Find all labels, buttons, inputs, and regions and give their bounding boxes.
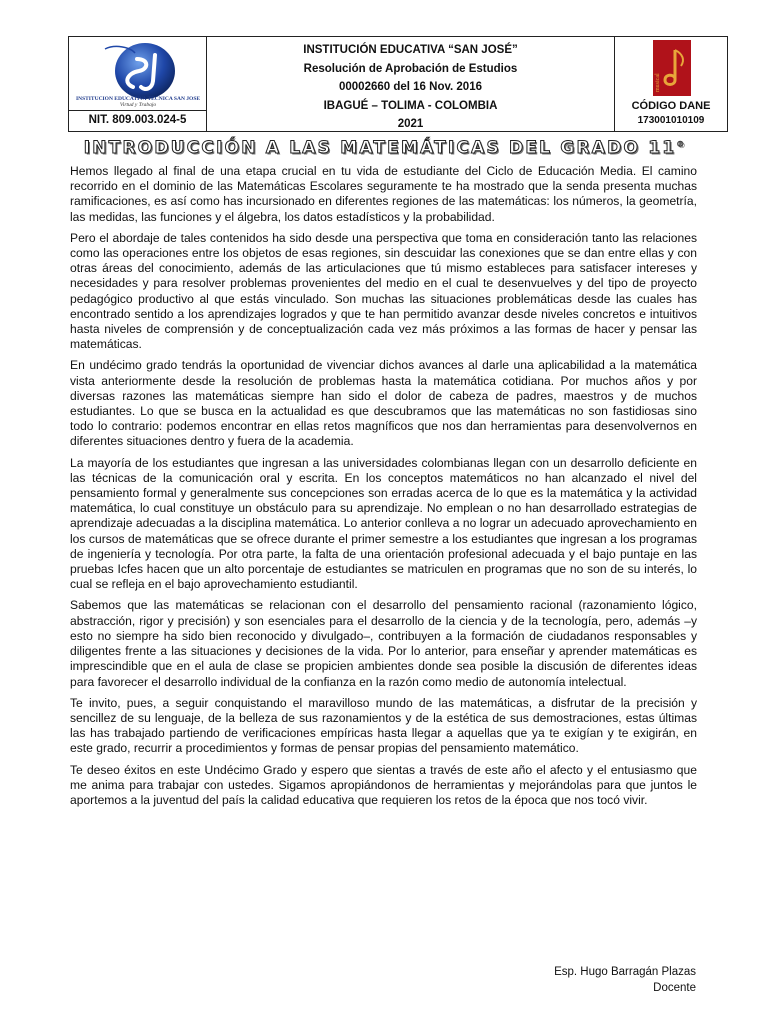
page-title: INTRODUCCIÓN A LAS MATEMÁTICAS DEL GRADO 11® (83, 138, 685, 158)
dane-label: CÓDIGO DANE (631, 100, 711, 112)
nit-number: NIT. 809.003.024-5 (69, 110, 206, 131)
paragraph: En undécimo grado tendrás la oportunidad de vivenciar dichos avances al darle una aplicabilidad a la matemática vista anteriormente desde la resolución de problemas hasta la matemática cotidiana. Por muchos años y por diversas razones las matemáticas siempre han sido el dolor de cabeza de padres, maestros y de muchos estudiantes. Lo que se busca en la actualidad es que descubramos que las matemáticas no son fastidiosas sino todo lo contrario: podemos encontrar en ellas retos magníficos que nos dan herramientas para desenvolvernos en diferentes situaciones dentro y fuera de la academia. (70, 358, 697, 449)
signature-name: Esp. Hugo Barragán Plazas (554, 966, 696, 978)
header-right-cell (615, 37, 727, 131)
header-table (68, 36, 728, 132)
header-left-cell (69, 37, 207, 131)
paragraph: La mayoría de los estudiantes que ingresan a las universidades colombianas llegan con un desarrollo deficiente en las técnicas de la comunicación oral y escrita. En los conceptos matemáticos no han alcanzado el nivel del pensamiento formal y generalmente sus concepciones son erradas acerca de lo que es la matemática y la actividad matemática, lo cual constituye un obstáculo para su aprendizaje. No emplean o no han desarrollado estrategias de aprendizaje adecuadas a la disciplina matemática. Lo anterior conlleva a no lograr un adecuado aprovechamiento en los cursos de matemáticas que se ofrece durante el primer semestre a los estudiantes que ingresan a los programas de ingeniería y tecnología. Por otra parte, la falta de una orientación profesional adecuada y el bajo puntaje en las pruebas Icfes hacen que un alto porcentaje de estudiantes se matriculen en programas que no son de su interés, lo cual se refleja en el bajo aprovechamiento estudiantil. (70, 455, 697, 592)
paragraph: Te deseo éxitos en este Undécimo Grado y espero que sientas a través de este año el afecto y el entusiasmo que me anima para trabajar con ustedes. Sigamos apropiándonos de herramientas y mejorándolas para que juntos le aportemos a la juventud del país la calidad educativa que requieren los retos de la época que nos tocó vivir. (70, 762, 697, 807)
dane-logo-text: musical (655, 73, 661, 92)
location: IBAGUÉ – TOLIMA - COLOMBIA (323, 99, 498, 112)
paragraph: Hemos llegado al final de una etapa crucial en tu vida de estudiante del Ciclo de Educación Media. El camino recorrido en el dominio de las Matemáticas Escolares seguramente te ha mostrado que la senda presenta muchas ramificaciones, es así como has incursionado en diferentes regiones de las matemáticas: los números, la geometría, las medidas, las funciones y el álgebra, los datos estadísticos y la probabilidad. (70, 164, 697, 224)
logo-motto: Virtud y Trabajo (119, 102, 157, 108)
body-text (70, 164, 697, 814)
dane-logo-icon (653, 40, 691, 96)
signature-role: Docente (653, 982, 696, 994)
resolution-title: Resolución de Aprobación de Estudios (303, 62, 518, 75)
paragraph: Te invito, pues, a seguir conquistando el maravilloso mundo de las matemáticas, a disfrutar de la precisión y sencillez de su lenguaje, de la belleza de sus razonamientos y de la estética de sus demostraciones, estas últimas las has trabajado partiendo de verificaciones empíricas hasta llegar a aquellas que ya te exigían y te exigirán, en este grado, recurrir a procedimientos y formas de pensar propias del pensamiento matemático. (70, 695, 697, 756)
year: 2021 (397, 118, 424, 130)
resolution-number: 00002660 del 16 Nov. 2016 (338, 81, 482, 93)
signature-block (554, 964, 696, 996)
paragraph: Pero el abordaje de tales contenidos ha sido desde una perspectiva que toma en consideración tanto las relaciones como las operaciones entre los objetos de esas regiones, sin descuidar las conexiones que se dan entre ellas y con otras áreas del conocimiento, además de las articulaciones que tú mismo estableces para satisfacer intereses y necesidades y para resolver problemas provenientes del medio en el cual te desenvuelves y del tipo de proyecto pedagógico productivo al que estás vinculado. Son muchas las situaciones problemáticas desde las cuales has encontrado sentido a los aprendizajes logrados y que te han permitido avanzar desde niveles concretos e intuitivos hasta niveles de comprensión y de conceptualización cada vez más próximos a las formas de hacer y pensar las matemáticas. (70, 230, 697, 352)
title-mark: ® (676, 139, 685, 149)
paragraph: Sabemos que las matemáticas se relacionan con el desarrollo del pensamiento racional (razonamiento lógico, abstracción, rigor y precisión) y son esenciales para el desarrollo de la ciencia y de la tecnología, pero, además –y esto no siempre ha sido bien reconocido y divulgado–, contribuyen a la formación de ciudadanos responsables y diligentes frente a las situaciones y decisiones de la vida. Por lo anterior, para enseñar y aprender matemáticas es imprescindible que en el aula de clase se propicien ambientes donde sea posible la discusión de diferentes ideas para favorecer el desarrollo individual de la confianza en la razón como medio de autonomía intelectual. (70, 598, 697, 689)
dane-code: 173001010109 (637, 115, 705, 126)
logo-caption: INSTITUCION EDUCATIVA TECNICA SAN JOSE Virtud y Trabajo (75, 96, 201, 108)
institution-name: INSTITUCIÓN EDUCATIVA “SAN JOSÉ” (303, 44, 518, 56)
header-mid-cell (207, 37, 615, 131)
